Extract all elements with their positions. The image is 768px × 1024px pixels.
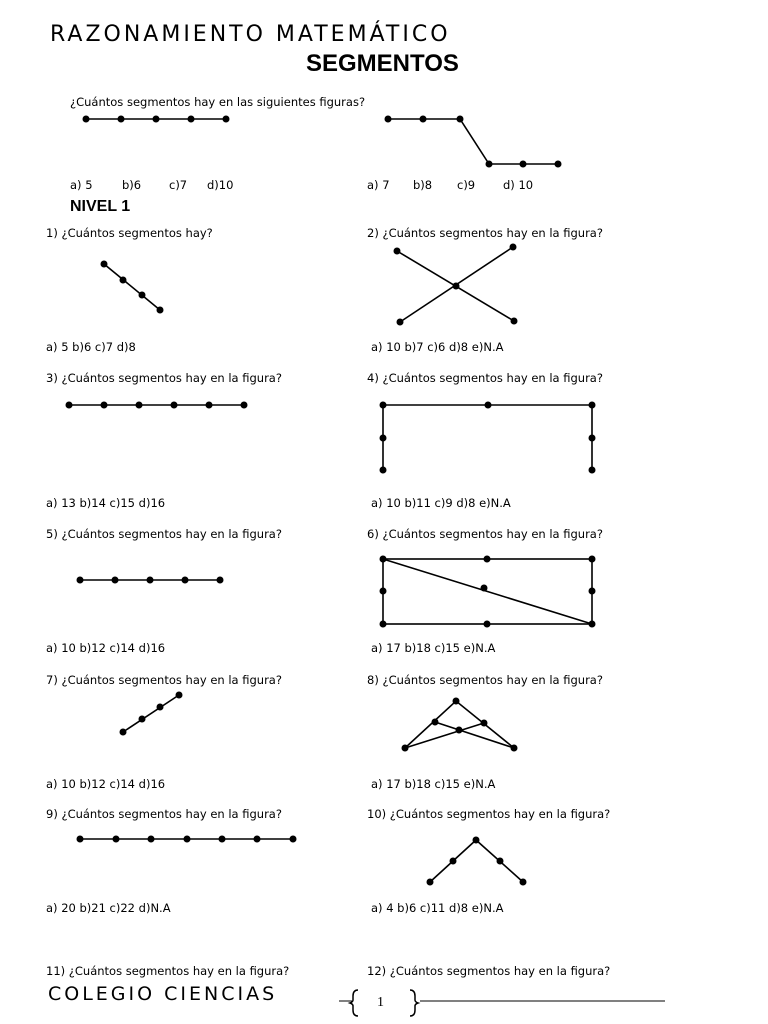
- problem-9-options: a) 20 b)21 c)22 d)N.A: [46, 901, 171, 915]
- level-heading: NIVEL 1: [70, 198, 131, 215]
- intro-right-option-d: d) 10: [503, 178, 534, 192]
- problem-8-options: a) 17 b)18 c)15 e)N.A: [371, 777, 496, 791]
- intro-right-option-b: b)8: [413, 178, 433, 192]
- problem-6-options: a) 17 b)18 c)15 e)N.A: [371, 641, 496, 655]
- problem-9-question: 9) ¿Cuántos segmentos hay en la figura?: [46, 807, 282, 821]
- problem-2-options: a) 10 b)7 c)6 d)8 e)N.A: [371, 340, 504, 354]
- problem-8-question: 8) ¿Cuántos segmentos hay en la figura?: [367, 673, 603, 687]
- page-subtitle: SEGMENTOS: [306, 50, 459, 77]
- problem-7-options: a) 10 b)12 c)14 d)16: [46, 777, 166, 791]
- intro-left-option-a: a) 5: [70, 178, 93, 192]
- page-number: 1: [377, 995, 384, 1010]
- intro-left-option-d: d)10: [207, 178, 234, 192]
- intro-left-option-c: c)7: [169, 178, 188, 192]
- problem-10-question: 10) ¿Cuántos segmentos hay en la figura?: [367, 807, 611, 821]
- problem-1-question: 1) ¿Cuántos segmentos hay?: [46, 226, 213, 240]
- problem-12-question: 12) ¿Cuántos segmentos hay en la figura?: [367, 964, 611, 978]
- intro-right-option-c: c)9: [457, 178, 476, 192]
- page-title: RAZONAMIENTO MATEMÁTICO: [50, 22, 451, 47]
- problem-7-question: 7) ¿Cuántos segmentos hay en la figura?: [46, 673, 282, 687]
- problem-1-options: a) 5 b)6 c)7 d)8: [46, 340, 136, 354]
- problem-11-question: 11) ¿Cuántos segmentos hay en la figura?: [46, 964, 290, 978]
- problem-10-options: a) 4 b)6 c)11 d)8 e)N.A: [371, 901, 504, 915]
- problem-6-question: 6) ¿Cuántos segmentos hay en la figura?: [367, 527, 603, 541]
- footer-school-name: COLEGIO CIENCIAS: [48, 983, 278, 1005]
- problem-3-options: a) 13 b)14 c)15 d)16: [46, 496, 166, 510]
- intro-question: ¿Cuántos segmentos hay en las siguientes figuras?: [70, 95, 366, 109]
- problem-4-question: 4) ¿Cuántos segmentos hay en la figura?: [367, 371, 603, 385]
- problem-2-question: 2) ¿Cuántos segmentos hay en la figura?: [367, 226, 603, 240]
- problem-5-question: 5) ¿Cuántos segmentos hay en la figura?: [46, 527, 282, 541]
- intro-right-option-a: a) 7: [367, 178, 390, 192]
- intro-left-option-b: b)6: [122, 178, 142, 192]
- problem-3-question: 3) ¿Cuántos segmentos hay en la figura?: [46, 371, 282, 385]
- problem-4-options: a) 10 b)11 c)9 d)8 e)N.A: [371, 496, 511, 510]
- problem-5-options: a) 10 b)12 c)14 d)16: [46, 641, 166, 655]
